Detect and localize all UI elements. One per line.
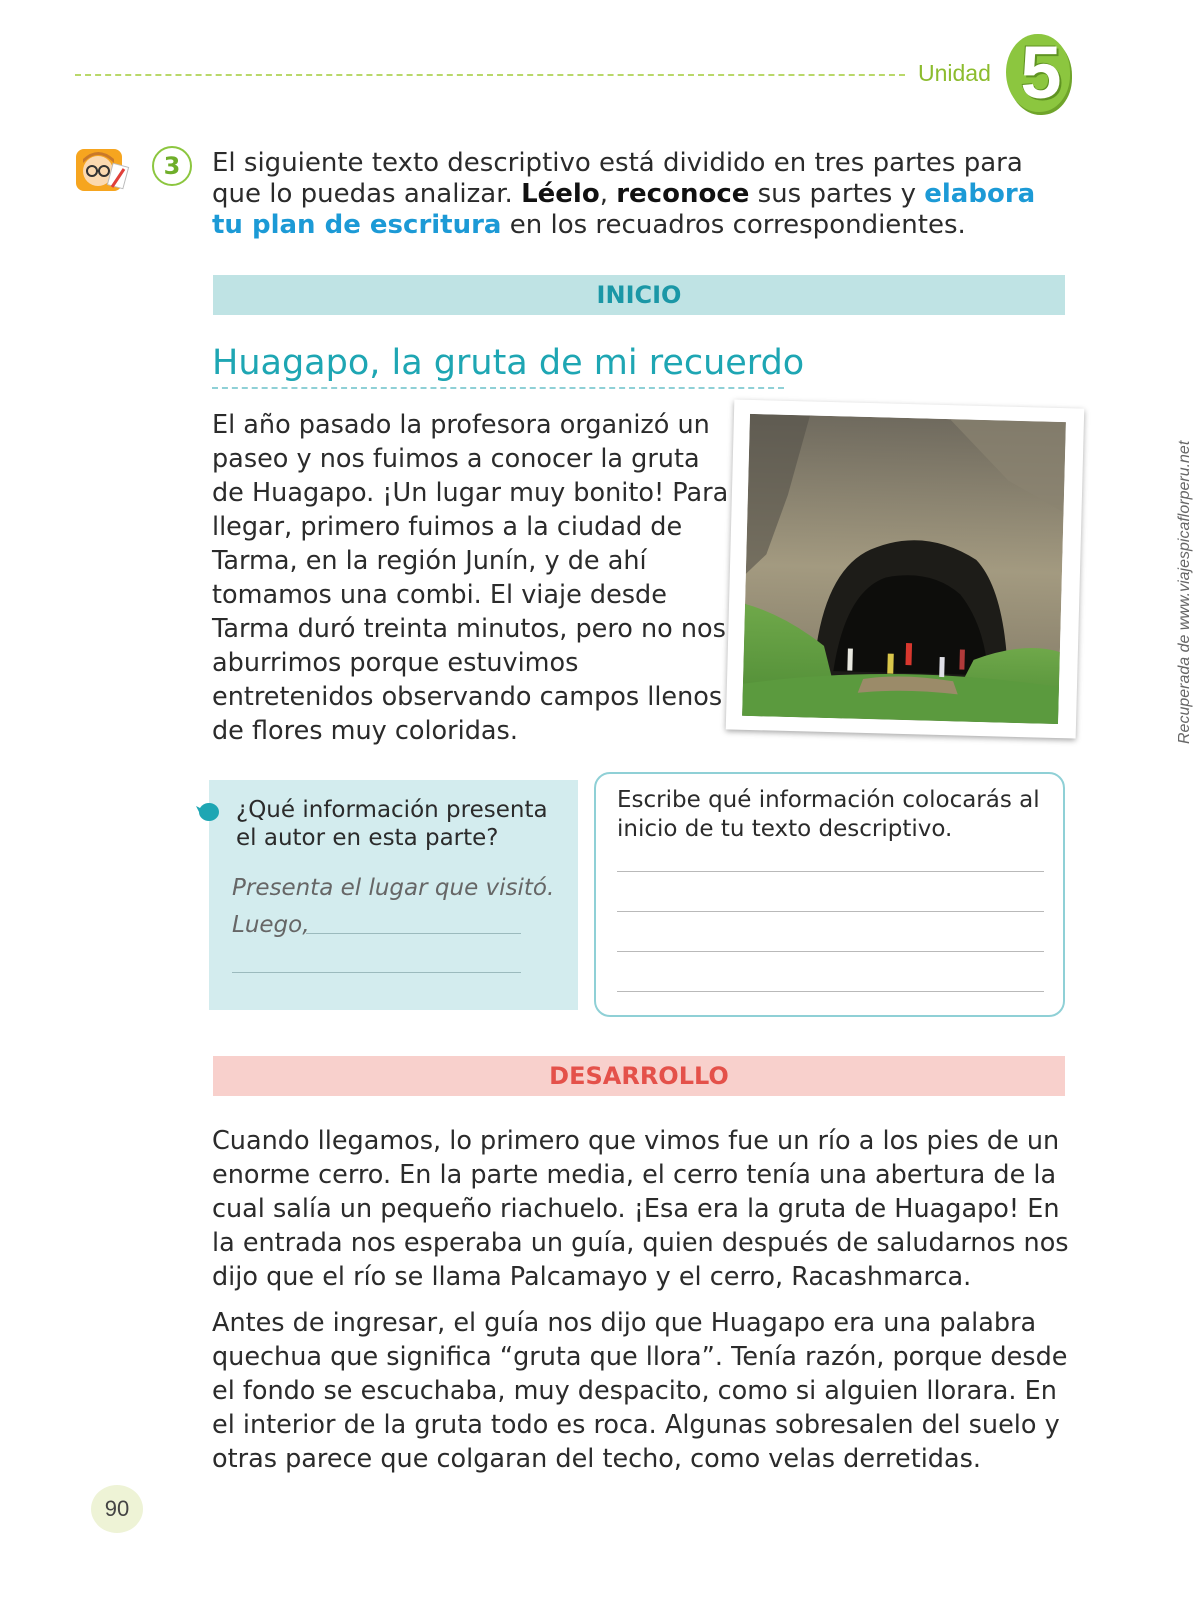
unit-label: Unidad [918, 60, 991, 86]
writing-line[interactable] [617, 871, 1044, 872]
writing-line[interactable] [617, 951, 1044, 952]
answer-line-1: Presenta el lugar que visitó. [232, 875, 555, 901]
inicio-paragraph: El año pasado la profesora organizó un paseo y nos fuimos a conocer la gruta de Huagapo. ¡Un lugar muy bonito! Para llegar, primero fuimos a la ciudad de Tarma, en la región Junín, y de ahí tomamos una combi. El viaje desde Tarma duró treinta minutos, pero no nos aburrimos porque estuvimos entretenidos observando campos llenos de flores muy coloridas. [212, 410, 729, 746]
student-writing-icon [74, 145, 130, 195]
desarrollo-paragraph-2: Antes de ingresar, el guía nos dijo que Huagapo era una palabra quechua que significa “gruta que llora”. Tenía razón, porque desde el fondo se escuchaba, muy despacito, como si alguien llorara. En el interior de la gruta todo es roca. Algunas sobresalen del suelo y otras parece que colgaran del techo, como velas derretidas. [212, 1308, 1068, 1474]
header-dashed-line [75, 74, 905, 76]
answer-line-2: Luego, [232, 912, 310, 938]
section-bar-desarrollo: DESARROLLO [213, 1056, 1065, 1096]
unit-number: 5 [1020, 31, 1062, 114]
activity-number: 3 [152, 146, 192, 186]
desarrollo-paragraph-1: Cuando llegamos, lo primero que vimos fue un río a los pies de un enorme cerro. En la parte media, el cerro tenía una abertura de la cual salía un pequeño riachuelo. ¡Esa era la gruta de Huagapo! En la entrada nos esperaba un guía, quien después de saludarnos nos dijo que el río se llama Palcamayo y el cerro, Racashmarca. [212, 1126, 1069, 1292]
writing-line[interactable] [617, 911, 1044, 912]
activity-instructions: El siguiente texto descriptivo está dividido en tres partes para que lo puedas analizar. Léelo, reconoce sus partes y elabora tu plan de escritura en los recuadros correspondientes. [212, 148, 1036, 240]
cave-photo [726, 399, 1085, 738]
answer-blank-line[interactable] [306, 933, 521, 934]
answer-blank-line[interactable] [232, 972, 521, 973]
writing-line[interactable] [617, 991, 1044, 992]
photo-credit: Recuperada de www.viajespicaflorperu.net [1176, 440, 1193, 744]
teal-drop-icon [196, 802, 220, 822]
page-number: 90 [91, 1485, 143, 1533]
section-bar-inicio: INICIO [213, 275, 1065, 315]
writing-plan-prompt: Escribe qué información colocarás al inicio de tu texto descriptivo. [617, 787, 1040, 842]
story-title: Huagapo, la gruta de mi recuerdo [212, 343, 784, 389]
question-text: ¿Qué información presenta el autor en esta parte? [236, 797, 548, 851]
